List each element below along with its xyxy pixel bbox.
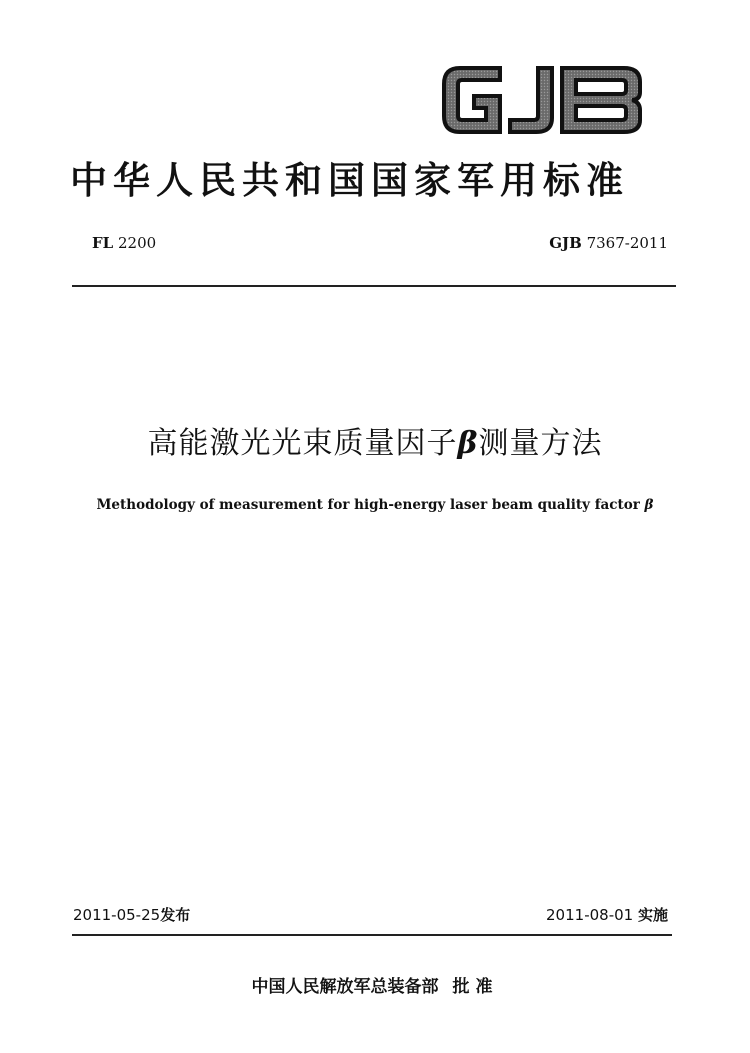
- approver-line: [0, 972, 750, 997]
- implementation-date-value: 2011-08-01: [546, 906, 634, 924]
- chinese-title-symbol: β: [457, 426, 479, 461]
- english-title: [0, 497, 750, 513]
- chinese-title-suffix: 测量方法: [478, 426, 603, 461]
- issue-date-value: 2011-05-25: [73, 906, 161, 924]
- chinese-title-main: 高能激光光束质量因子: [147, 426, 458, 461]
- gjb-logo-graphic: [438, 58, 648, 142]
- issuer-title: 中华人民共和国国家军用标准: [70, 158, 629, 202]
- standard-number: [549, 234, 668, 252]
- implementation-date: [546, 904, 668, 925]
- top-divider: [72, 285, 676, 287]
- english-title-symbol: β: [644, 497, 654, 513]
- bottom-divider: [72, 934, 672, 936]
- english-title-main: Methodology of measurement for high-energy laser beam quality factor: [96, 497, 640, 513]
- approver-name: 中国人民解放军总装备部: [251, 977, 439, 997]
- gjb-logo-icon: [438, 58, 648, 142]
- classification-code-value: 2200: [117, 234, 157, 252]
- issue-date-label: 发布: [160, 906, 191, 924]
- classification-code: [92, 234, 156, 252]
- standard-number-value: 7367-2011: [586, 234, 668, 252]
- standard-number-label: GJB: [549, 234, 582, 252]
- implementation-date-label: 实施: [637, 906, 668, 924]
- approve-label: 批准: [452, 977, 499, 997]
- classification-code-label: FL: [92, 234, 114, 252]
- issue-date: [73, 904, 190, 925]
- chinese-title: [0, 418, 750, 462]
